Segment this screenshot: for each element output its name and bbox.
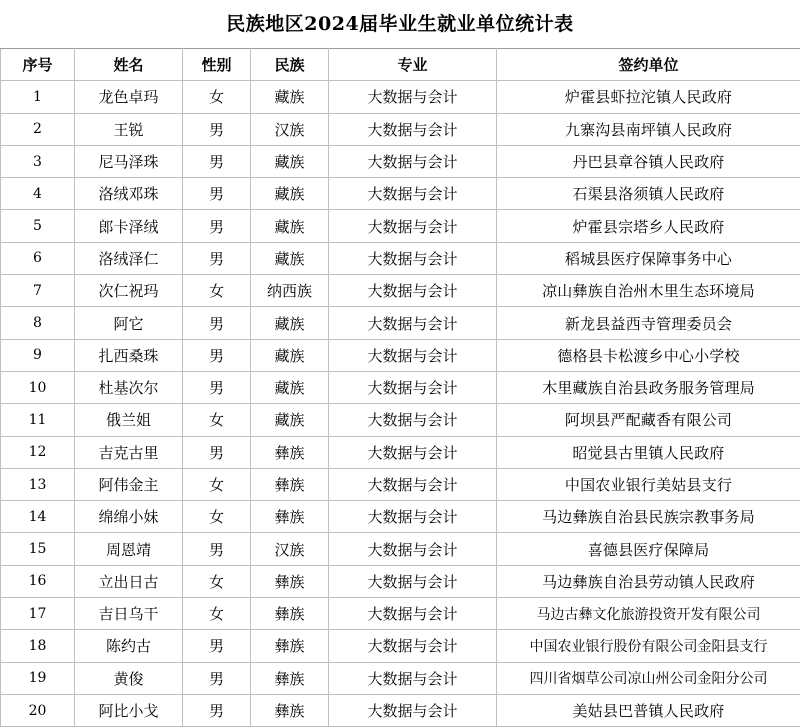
cell-name: 洛绒邓珠 [75,178,183,210]
cell-unit: 炉霍县宗塔乡人民政府 [497,210,800,242]
header-gender: 性别 [183,49,251,81]
cell-no: 19 [1,662,75,694]
cell-ethnicity: 彝族 [251,565,329,597]
cell-major: 大数据与会计 [329,178,497,210]
cell-major: 大数据与会计 [329,598,497,630]
cell-name: 阿比小戈 [75,694,183,726]
cell-name: 王锐 [75,113,183,145]
cell-no: 3 [1,145,75,177]
cell-gender: 女 [183,468,251,500]
cell-ethnicity: 藏族 [251,210,329,242]
table-row [1,598,800,630]
cell-name: 阿伟金主 [75,468,183,500]
cell-gender: 男 [183,307,251,339]
cell-name: 扎西桑珠 [75,339,183,371]
cell-gender: 女 [183,404,251,436]
cell-gender: 女 [183,275,251,307]
cell-ethnicity: 彝族 [251,662,329,694]
cell-unit: 马边彝族自治县劳动镇人民政府 [497,565,800,597]
cell-name: 立出日古 [75,565,183,597]
cell-gender: 男 [183,145,251,177]
cell-unit: 木里藏族自治县政务服务管理局 [497,371,800,403]
cell-major: 大数据与会计 [329,533,497,565]
table-row [1,662,800,694]
cell-name: 黄俊 [75,662,183,694]
cell-major: 大数据与会计 [329,371,497,403]
cell-no: 5 [1,210,75,242]
cell-name: 郎卡泽绒 [75,210,183,242]
cell-major: 大数据与会计 [329,630,497,662]
table-row [1,468,800,500]
table-row [1,371,800,403]
cell-no: 9 [1,339,75,371]
cell-name: 次仁祝玛 [75,275,183,307]
cell-major: 大数据与会计 [329,307,497,339]
cell-no: 7 [1,275,75,307]
cell-ethnicity: 彝族 [251,468,329,500]
cell-unit: 美姑县巴普镇人民政府 [497,694,800,726]
table-row [1,178,800,210]
cell-gender: 男 [183,533,251,565]
cell-name: 龙色卓玛 [75,81,183,113]
cell-major: 大数据与会计 [329,210,497,242]
cell-ethnicity: 彝族 [251,501,329,533]
cell-ethnicity: 彝族 [251,630,329,662]
cell-no: 15 [1,533,75,565]
table-row [1,565,800,597]
employment-table [0,48,800,727]
cell-major: 大数据与会计 [329,694,497,726]
header-unit: 签约单位 [497,49,800,81]
cell-ethnicity: 彝族 [251,598,329,630]
cell-unit: 马边古彝文化旅游投资开发有限公司 [497,598,800,630]
table-row [1,210,800,242]
cell-no: 6 [1,242,75,274]
cell-major: 大数据与会计 [329,339,497,371]
cell-name: 俄兰姐 [75,404,183,436]
table-body [1,81,800,727]
cell-no: 16 [1,565,75,597]
cell-no: 12 [1,436,75,468]
cell-ethnicity: 汉族 [251,113,329,145]
cell-gender: 男 [183,436,251,468]
cell-unit: 九寨沟县南坪镇人民政府 [497,113,800,145]
table-row [1,533,800,565]
header-name: 姓名 [75,49,183,81]
cell-major: 大数据与会计 [329,275,497,307]
cell-ethnicity: 藏族 [251,339,329,371]
cell-major: 大数据与会计 [329,565,497,597]
cell-no: 18 [1,630,75,662]
cell-major: 大数据与会计 [329,404,497,436]
table-row [1,694,800,726]
cell-gender: 男 [183,210,251,242]
cell-ethnicity: 藏族 [251,242,329,274]
cell-gender: 男 [183,113,251,145]
table-row [1,275,800,307]
cell-no: 20 [1,694,75,726]
cell-unit: 炉霍县虾拉沱镇人民政府 [497,81,800,113]
cell-no: 8 [1,307,75,339]
cell-major: 大数据与会计 [329,113,497,145]
cell-ethnicity: 藏族 [251,178,329,210]
cell-major: 大数据与会计 [329,145,497,177]
cell-ethnicity: 彝族 [251,694,329,726]
cell-name: 吉克古里 [75,436,183,468]
cell-no: 13 [1,468,75,500]
cell-unit: 丹巴县章谷镇人民政府 [497,145,800,177]
cell-major: 大数据与会计 [329,436,497,468]
cell-gender: 男 [183,630,251,662]
header-major: 专业 [329,49,497,81]
table-row [1,339,800,371]
cell-unit: 四川省烟草公司凉山州公司金阳分公司 [497,662,800,694]
cell-unit: 中国农业银行股份有限公司金阳县支行 [497,630,800,662]
cell-name: 杜基次尔 [75,371,183,403]
cell-name: 周恩靖 [75,533,183,565]
cell-ethnicity: 汉族 [251,533,329,565]
cell-name: 陈约古 [75,630,183,662]
table-row [1,242,800,274]
cell-unit: 新龙县益西寺管理委员会 [497,307,800,339]
cell-ethnicity: 藏族 [251,307,329,339]
cell-ethnicity: 藏族 [251,371,329,403]
table-row [1,501,800,533]
cell-gender: 男 [183,371,251,403]
cell-name: 尼马泽珠 [75,145,183,177]
cell-gender: 女 [183,598,251,630]
cell-no: 14 [1,501,75,533]
cell-no: 10 [1,371,75,403]
cell-gender: 男 [183,694,251,726]
cell-unit: 喜德县医疗保障局 [497,533,800,565]
cell-name: 吉日乌干 [75,598,183,630]
cell-gender: 女 [183,565,251,597]
table-row [1,307,800,339]
cell-name: 绵绵小妹 [75,501,183,533]
cell-gender: 女 [183,501,251,533]
cell-no: 2 [1,113,75,145]
table-row [1,436,800,468]
cell-unit: 马边彝族自治县民族宗教事务局 [497,501,800,533]
header-no: 序号 [1,49,75,81]
cell-ethnicity: 藏族 [251,145,329,177]
table-row [1,145,800,177]
table-row [1,113,800,145]
cell-ethnicity: 藏族 [251,404,329,436]
cell-gender: 女 [183,81,251,113]
cell-gender: 男 [183,178,251,210]
cell-ethnicity: 藏族 [251,81,329,113]
table-row [1,81,800,113]
cell-gender: 男 [183,662,251,694]
cell-gender: 男 [183,242,251,274]
cell-major: 大数据与会计 [329,468,497,500]
table-title: 民族地区2024届毕业生就业单位统计表 [0,0,800,48]
cell-no: 11 [1,404,75,436]
cell-major: 大数据与会计 [329,81,497,113]
cell-unit: 稻城县医疗保障事务中心 [497,242,800,274]
cell-gender: 男 [183,339,251,371]
cell-name: 洛绒泽仁 [75,242,183,274]
cell-name: 阿它 [75,307,183,339]
header-row [1,49,800,81]
header-ethnicity: 民族 [251,49,329,81]
cell-major: 大数据与会计 [329,501,497,533]
cell-major: 大数据与会计 [329,662,497,694]
cell-no: 17 [1,598,75,630]
cell-ethnicity: 纳西族 [251,275,329,307]
cell-unit: 德格县卡松渡乡中心小学校 [497,339,800,371]
cell-unit: 凉山彝族自治州木里生态环境局 [497,275,800,307]
table-row [1,630,800,662]
cell-no: 1 [1,81,75,113]
cell-unit: 中国农业银行美姑县支行 [497,468,800,500]
cell-unit: 昭觉县古里镇人民政府 [497,436,800,468]
cell-unit: 石渠县洛须镇人民政府 [497,178,800,210]
table-row [1,404,800,436]
cell-unit: 阿坝县严配藏香有限公司 [497,404,800,436]
cell-major: 大数据与会计 [329,242,497,274]
cell-no: 4 [1,178,75,210]
cell-ethnicity: 彝族 [251,436,329,468]
